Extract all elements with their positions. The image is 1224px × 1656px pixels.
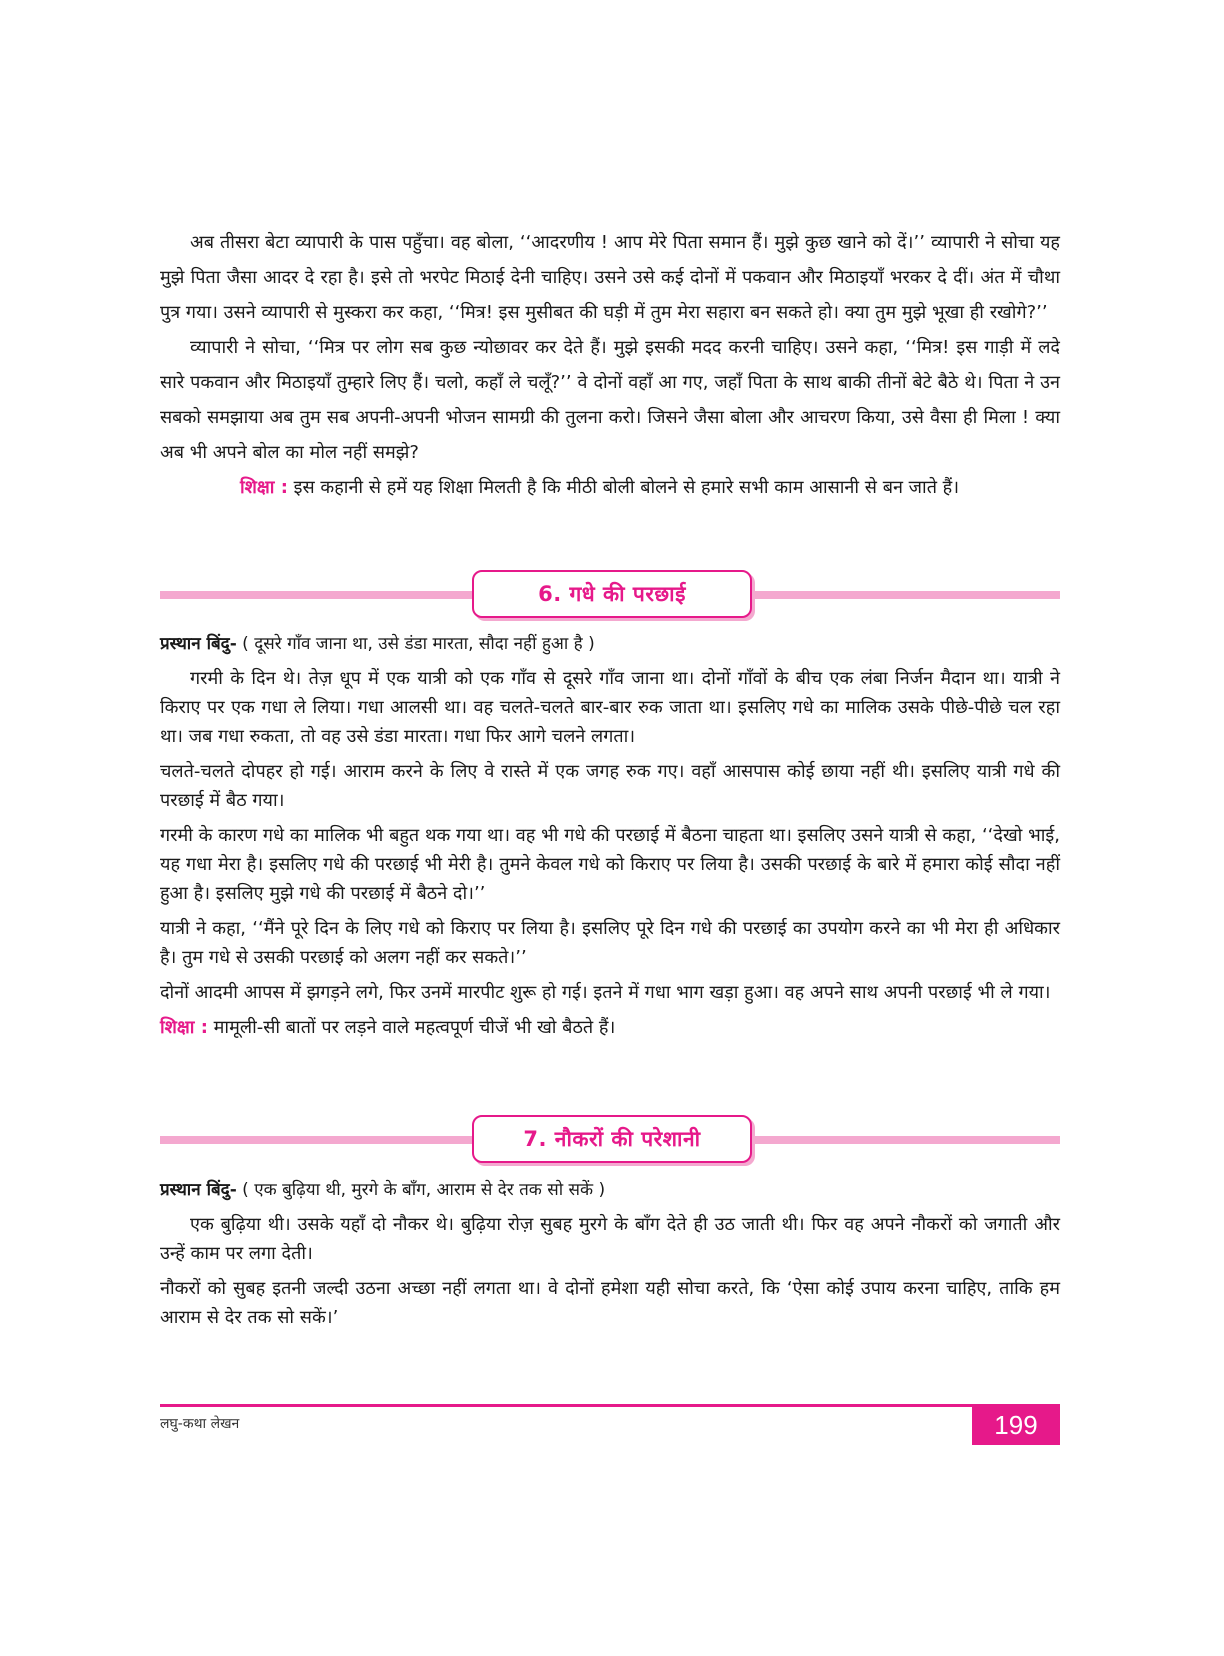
moral-label: शिक्षा : [160,1017,208,1038]
story-7 [160,1176,1060,1338]
moral-line [160,1013,1060,1042]
section-title: 7. नौकरों की परेशानी [472,1115,752,1163]
story-paragraph: यात्री ने कहा, ‘‘मैंने पूरे दिन के लिए गधे को किराए पर लिया है। इसलिए पूरे दिन गधे की परछाई का उपयोग करने का भी मेरा ही अधिकार है। तुम गधे से उसकी परछाई को अलग नहीं कर सकते।’’ [160,918,1060,968]
story-paragraph: दोनों आदमी आपस में झगड़ने लगे, फिर उनमें मारपीट शुरू हो गई। इतने में गधा भाग खड़ा हुआ। वह अपने साथ अपनी परछाई भी ले गया। [160,982,1051,1003]
footer-rule [160,1404,1060,1407]
points-label: प्रस्थान बिंदु- [160,634,237,654]
section-heading-6 [160,570,1060,620]
story-6 [160,630,1060,1048]
starting-points [160,1176,1060,1204]
section-heading-7 [160,1115,1060,1165]
story-paragraph: गरमी के कारण गधे का मालिक भी बहुत थक गया था। वह भी गधे की परछाई में बैठना चाहता था। इसलिए उसने यात्री से कहा, ‘‘देखो भाई, यह गधा मेरा है। इसलिए गधे की परछाई भी मेरी है। तुमने केवल गधे को किराए पर लिया है। उसकी परछाई के बारे में हमारा कोई सौदा नहीं हुआ है। इसलिए मुझे गधे की परछाई में बैठने दो।’’ [160,825,1060,904]
story-paragraph: एक बुढ़िया थी। उसके यहाँ दो नौकर थे। बुढ़िया रोज़ सुबह मुरगे के बाँग देते ही उठ जाती थी। फिर वह अपने नौकरों को जगाती और उन्हें काम पर लगा देती। [160,1214,1060,1264]
moral-label: शिक्षा : [240,477,288,498]
story-paragraph: चलते-चलते दोपहर हो गई। आराम करने के लिए वे रास्ते में एक जगह रुक गए। वहाँ आसपास कोई छाया नहीं थी। इसलिए यात्री गधे की परछाई में बैठ गया। [160,761,1060,811]
moral-text: मामूली-सी बातों पर लड़ने वाले महत्वपूर्ण चीजें भी खो बैठते हैं। [213,1017,616,1038]
story-paragraph: गरमी के दिन थे। तेज़ धूप में एक यात्री को एक गाँव से दूसरे गाँव जाना था। दोनों गाँवों के बीच एक लंबा निर्जन मैदान था। यात्री ने किराए पर एक गधा ले लिया। गधा आलसी था। वह चलते-चलते बार-बार रुक जाता था। इसलिए गधे का मालिक उसके पीछे-पीछे चल रहा था। जब गधा रुकता, तो वह उसे डंडा मारता। गधा फिर आगे चलने लगता। [160,668,1060,747]
moral-line [160,470,1060,505]
story-paragraph: व्यापारी ने सोचा, ‘‘मित्र पर लोग सब कुछ न्योछावर कर देते हैं। मुझे इसकी मदद करनी चाहिए। उसने कहा, ‘‘मित्र! इस गाड़ी में लदे सारे पकवान और मिठाइयाँ तुम्हारे लिए हैं। चलो, कहाँ ले चलूँ?’’ वे दोनों वहाँ आ गए, जहाँ पिता के साथ बाकी तीनों बेटे बैठे थे। पिता ने उन सबको समझाया अब तुम सब अपनी-अपनी भोजन सामग्री की तुलना करो। जिसने जैसा बोला और आचरण किया, उसे वैसा ही मिला ! क्या अब भी अपने बोल का मोल नहीं समझे? [160,337,1060,463]
points-label: प्रस्थान बिंदु- [160,1180,237,1200]
story-paragraph: नौकरों को सुबह इतनी जल्दी उठना अच्छा नहीं लगता था। वे दोनों हमेशा यही सोचा करते, कि ‘ऐसा कोई उपाय करना चाहिए, ताकि हम आराम से देर तक सो सकें।’ [160,1278,1060,1328]
starting-points [160,630,1060,658]
points-text: ( एक बुढ़िया थी, मुरगे के बाँग, आराम से देर तक सो सकें ) [242,1180,606,1200]
chapter-name: लघु-कथा लेखन [160,1416,240,1432]
section-title: 6. गधे की परछाई [472,570,752,618]
page [160,0,1060,1656]
moral-text: इस कहानी से हमें यह शिक्षा मिलती है कि मीठी बोली बोलने से हमारे सभी काम आसानी से बन जाते हैं। [293,477,960,498]
page-number: 199 [972,1405,1060,1445]
story-continuation [160,225,1060,505]
points-text: ( दूसरे गाँव जाना था, उसे डंडा मारता, सौदा नहीं हुआ है ) [242,634,595,654]
story-paragraph: अब तीसरा बेटा व्यापारी के पास पहुँचा। वह बोला, ‘‘आदरणीय ! आप मेरे पिता समान हैं। मुझे कुछ खाने को दें।’’ व्यापारी ने सोचा यह मुझे पिता जैसा आदर दे रहा है। इसे तो भरपेट मिठाई देनी चाहिए। उसने उसे कई दोनों में पकवान और मिठाइयाँ भरकर दे दीं। अंत में चौथा पुत्र गया। उसने व्यापारी से मुस्करा कर कहा, ‘‘मित्र! इस मुसीबत की घड़ी में तुम मेरा सहारा बन सकते हो। क्या तुम मुझे भूखा ही रखोगे?’’ [160,232,1060,323]
